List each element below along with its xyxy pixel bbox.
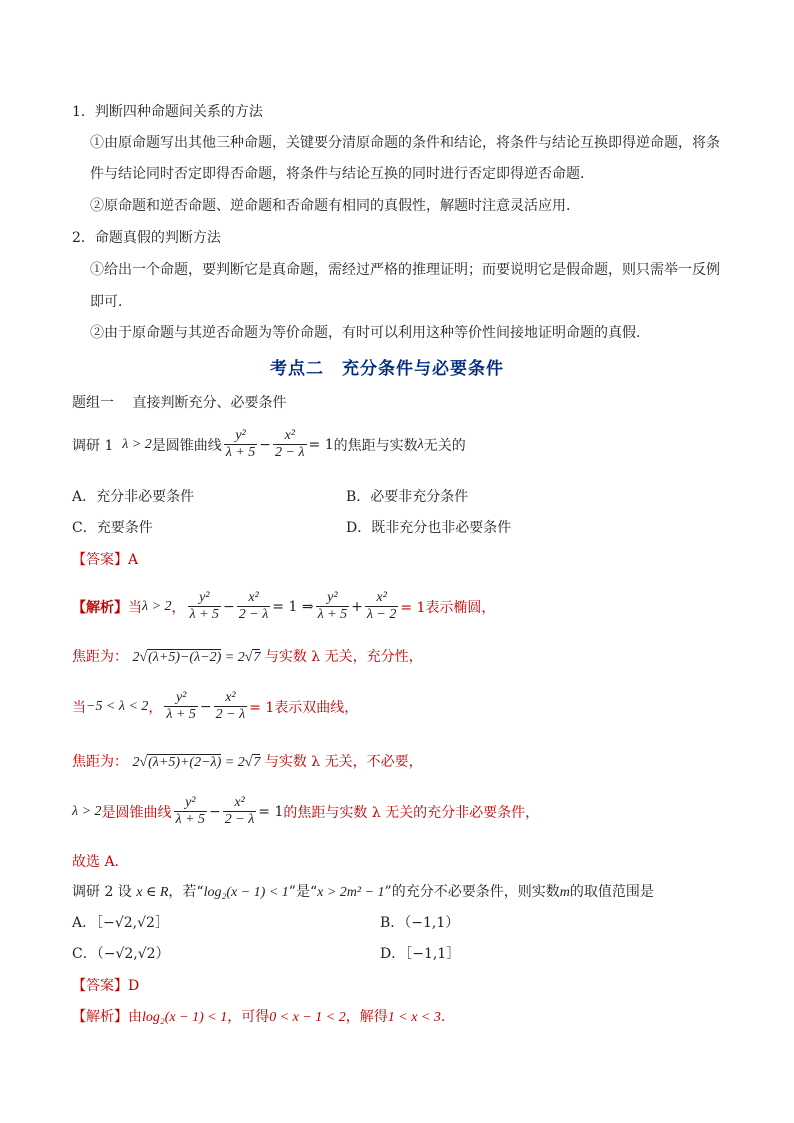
q1-sol4-eq: = 2 bbox=[224, 755, 245, 770]
q1-fraction-1 bbox=[224, 428, 258, 461]
q1-condition: λ > 2 bbox=[122, 436, 152, 452]
q1-sol5-frac1-num: y² bbox=[174, 795, 208, 812]
q1-option-b: B．必要非充分条件 bbox=[346, 489, 469, 505]
q1-minus: − bbox=[259, 436, 272, 453]
q1-conclusion: 故选 A. bbox=[72, 854, 120, 870]
q1-sol3-cond: −5 < λ < 2 bbox=[86, 698, 149, 714]
q2-text-b: ”是“ bbox=[288, 884, 318, 900]
q1-sol3-minus: − bbox=[199, 698, 212, 715]
q1-sol1-frac2-den: 2 − λ bbox=[238, 607, 269, 622]
section2-p2: ②由于原命题与其逆否命题为等价命题，有时可以利用这种等价性间接地证明命题的真假. bbox=[90, 325, 641, 341]
q1-option-d: D．既非充分也非必要条件 bbox=[346, 520, 512, 536]
q1-answer bbox=[72, 549, 138, 569]
q1-sol1-a: 当 bbox=[128, 599, 142, 616]
q2-text-c: ”的充分不必要条件，则实数 bbox=[384, 884, 560, 900]
q1-sol1-eq: = 1 ⇒ bbox=[272, 598, 314, 615]
q1-sol5-frac2-den: 2 − λ bbox=[224, 812, 255, 827]
q1-sol1-comma: ， bbox=[171, 599, 186, 616]
q1-sol3-frac1 bbox=[164, 690, 198, 723]
q1-option-c: C．充要条件 bbox=[72, 520, 153, 536]
q1-fraction-2 bbox=[273, 428, 307, 461]
q1-sol1-frac2 bbox=[237, 590, 271, 623]
q2-analysis-tag: 【解析】 bbox=[72, 1009, 128, 1025]
q2-option-a: A．［−√2,√2］ bbox=[72, 915, 169, 931]
q2-text-d: 的取值范围是 bbox=[569, 884, 654, 900]
section1-p1-line2: 件与结论同时否定即得否命题，将条件与结论互换的同时进行否定即得逆否命题． bbox=[90, 166, 594, 182]
q2-m: m bbox=[559, 885, 570, 900]
q1-analysis-tag: 【解析】 bbox=[72, 599, 128, 616]
section2-title: 2．命题真假的判断方法 bbox=[72, 230, 221, 246]
q1-sol3-frac2-num: x² bbox=[214, 690, 248, 707]
q1-solution-line5 bbox=[72, 795, 539, 828]
q1-sol3-frac1-num: y² bbox=[164, 690, 198, 707]
q1-sol1-frac3-num: y² bbox=[316, 590, 350, 607]
q1-stem bbox=[72, 428, 466, 461]
q1-sol1-frac4-num: x² bbox=[365, 590, 399, 607]
q2-answer-tag: 【答案】 bbox=[72, 978, 128, 994]
q1-sol5-end: 的焦距与实数 λ 无关的充分非必要条件， bbox=[283, 804, 540, 821]
q1-sol4-math-pre: 2 bbox=[132, 755, 140, 770]
q2-option-d: D．［−1,1］ bbox=[380, 946, 461, 962]
q1-sol5-frac1 bbox=[174, 795, 208, 828]
q1-sol1-frac1-num: y² bbox=[188, 590, 222, 607]
q2-sol-b: ，可得 bbox=[227, 1009, 270, 1025]
section1-title: 1．判断四种命题间关系的方法 bbox=[72, 104, 263, 120]
q1-frac2-den: 2 − λ bbox=[275, 445, 305, 460]
q2-sol-c: ，解得 bbox=[345, 1009, 388, 1025]
section2-p1-line1: ①给出一个命题，要判断它是真命题，需经过严格的推理证明；而要说明它是假命题，则只需举一反例 bbox=[90, 262, 720, 278]
q2-sol-ineq2: 1 < x < 3 bbox=[387, 1010, 441, 1025]
q1-sol1-frac3-den: λ + 5 bbox=[317, 607, 348, 622]
q1-sol1-minus: − bbox=[223, 598, 235, 615]
q1-sol3-frac2 bbox=[214, 690, 248, 723]
q1-sol1-frac4-den: λ − 2 bbox=[366, 607, 397, 622]
q1-sol2-a: 焦距为： bbox=[72, 649, 128, 665]
q2-stem bbox=[72, 881, 654, 901]
section2-p1-line2: 即可． bbox=[90, 294, 132, 310]
q1-sol2-sqrt2: 7 bbox=[253, 650, 261, 665]
section1-p2: ②原命题和逆否命题、逆命题和否命题有相同的真假性，解题时注意灵活应用. bbox=[90, 198, 571, 214]
q1-sol1-frac1 bbox=[188, 590, 222, 623]
q1-sol5-cond: λ > 2 bbox=[72, 803, 102, 819]
q2-sol-ineq1: 0 < x − 1 < 2 bbox=[269, 1010, 346, 1025]
q1-sol3-frac2-den: 2 − λ bbox=[215, 707, 246, 722]
q1-option-a: A．充分非必要条件 bbox=[72, 489, 195, 505]
q1-sol4-a: 焦距为： bbox=[72, 754, 128, 770]
q2-sol-end: . bbox=[440, 1009, 446, 1025]
q2-log-expr: log₂(x − 1) < 1 bbox=[203, 885, 289, 900]
q1-solution-line4: 焦距为： 2√(λ+5)+(2−λ) = 2√7 与实数 λ 无关，不必要， bbox=[72, 754, 423, 770]
q2-x-in-r: x ∈ R bbox=[136, 885, 169, 900]
section1-p1-line1: ①由原命题写出其他三种命题，关键要分清原命题的条件和结论，将条件与结论互换即得逆命题，将条 bbox=[90, 135, 720, 151]
q2-label: 调研 2 设 bbox=[72, 884, 132, 900]
q1-sol3-end: = 1表示双曲线， bbox=[249, 699, 359, 716]
q1-sol5-a: 是圆锥曲线 bbox=[101, 804, 172, 821]
q1-frac1-den: λ + 5 bbox=[225, 445, 256, 460]
kaodian-heading: 考点二 充分条件与必要条件 bbox=[270, 359, 504, 379]
q1-eq: = 1 bbox=[308, 436, 334, 453]
q1-sol1-frac2-num: x² bbox=[237, 590, 271, 607]
q1-text-c: 无关的 bbox=[423, 437, 466, 454]
q2-cond: x > 2m² − 1 bbox=[317, 885, 385, 900]
q1-solution-line1 bbox=[72, 590, 495, 623]
q1-sol2-eq: = 2 bbox=[224, 650, 245, 665]
q2-sol-a: 由 bbox=[128, 1009, 142, 1025]
q1-sol1-end: = 1表示椭圆， bbox=[400, 599, 496, 616]
q1-sol2-math-pre: 2 bbox=[132, 650, 140, 665]
q1-sol2-end: 与实数 λ 无关，充分性， bbox=[264, 649, 423, 665]
q1-solution-line3 bbox=[72, 690, 358, 723]
q1-label: 调研 1 bbox=[72, 437, 114, 454]
q1-sol1-frac3 bbox=[316, 590, 350, 623]
q1-sol5-frac2-num: x² bbox=[223, 795, 257, 812]
q1-frac1-num: y² bbox=[224, 428, 258, 445]
q1-sol4-end: 与实数 λ 无关，不必要， bbox=[264, 754, 423, 770]
q1-sol5-frac2 bbox=[223, 795, 257, 828]
q1-sol5-minus: − bbox=[209, 803, 221, 820]
q2-solution bbox=[72, 1006, 445, 1026]
q1-sol1-frac1-den: λ + 5 bbox=[189, 607, 220, 622]
q2-option-c: C．（−√2,√2） bbox=[72, 946, 170, 962]
q1-sol4-sqrt2: 7 bbox=[253, 755, 261, 770]
tizu-label: 题组一 直接判断充分、必要条件 bbox=[72, 395, 287, 411]
q1-sol2-sqrt: (λ+5)−(λ−2) bbox=[148, 650, 222, 665]
q2-answer-value: D bbox=[128, 978, 140, 994]
q1-sol3-comma: ， bbox=[148, 699, 163, 716]
q2-option-b: B．（−1,1） bbox=[380, 915, 460, 931]
q1-sol3-frac1-den: λ + 5 bbox=[166, 707, 196, 722]
q1-lambda: λ bbox=[417, 436, 424, 452]
q2-answer bbox=[72, 975, 139, 995]
q1-sol5-eq: = 1 bbox=[258, 803, 284, 820]
q1-sol4-sqrt: (λ+5)+(2−λ) bbox=[148, 755, 222, 770]
q1-sol3-a: 当 bbox=[72, 699, 86, 716]
q1-text-a: 是圆锥曲线 bbox=[151, 437, 222, 454]
q1-sol1-plus: + bbox=[351, 598, 363, 615]
q1-text-b: 的焦距与实数 bbox=[333, 437, 418, 454]
q2-text-a: ，若“ bbox=[168, 884, 204, 900]
q1-solution-line2: 焦距为： 2√(λ+5)−(λ−2) = 2√7 与实数 λ 无关，充分性， bbox=[72, 649, 423, 665]
q1-sol1-cond: λ > 2 bbox=[142, 598, 172, 614]
q1-answer-tag: 【答案】 bbox=[72, 552, 128, 568]
q2-sol-log: log₂(x − 1) < 1 bbox=[142, 1010, 228, 1025]
q1-answer-value: A bbox=[128, 552, 139, 568]
q1-sol1-frac4 bbox=[365, 590, 399, 623]
q1-sol5-frac1-den: λ + 5 bbox=[175, 812, 206, 827]
q1-frac2-num: x² bbox=[273, 428, 307, 445]
